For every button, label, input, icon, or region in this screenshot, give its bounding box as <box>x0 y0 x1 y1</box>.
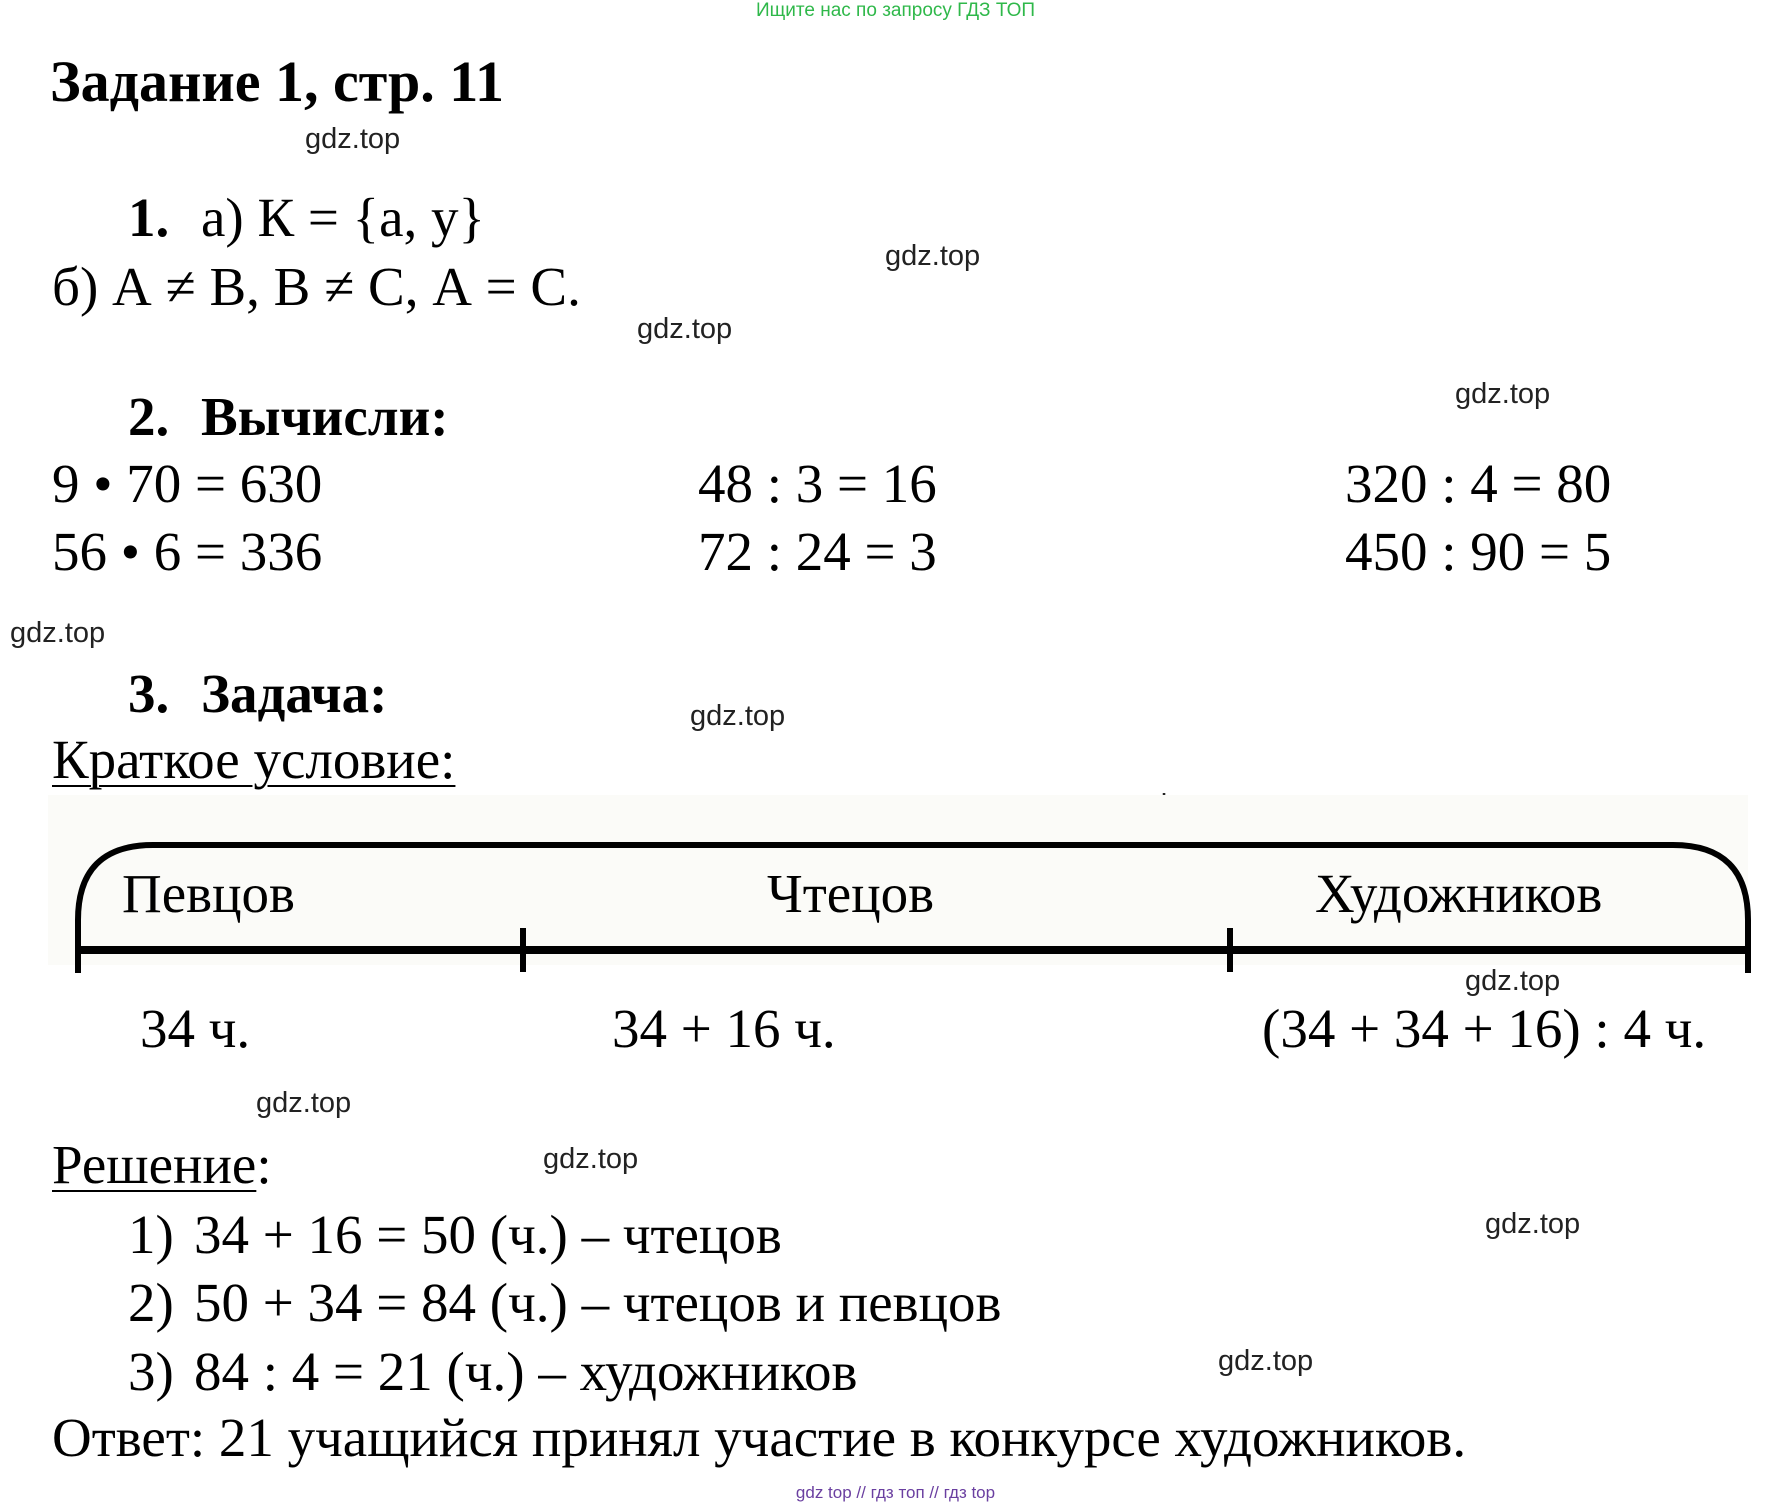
answer-text: Ответ: 21 учащийся принял участие в конкурсе художников. <box>52 1407 1467 1468</box>
watermark: gdz.top <box>1465 965 1561 997</box>
segment-value-artists: (34 + 34 + 16) : 4 ч. <box>1262 998 1707 1059</box>
calc-expression: 9 • 70 = 630 <box>52 453 323 514</box>
page-title: Задание 1, стр. 11 <box>50 49 505 114</box>
watermark: gdz.top <box>1218 1345 1314 1377</box>
calc-expression: 56 • 6 = 336 <box>52 521 323 582</box>
task1-number: 1. <box>128 187 170 248</box>
task1-a-text: а) К = {а, у} <box>201 187 485 248</box>
step-number: 3) <box>128 1341 174 1402</box>
solution-step <box>128 1340 857 1403</box>
solution-step <box>128 1271 1002 1334</box>
watermark: gdz.top <box>690 700 786 732</box>
task2-number: 2. <box>128 386 170 447</box>
step-text: 34 + 16 = 50 (ч.) – чтецов <box>194 1204 782 1265</box>
calc-expression: 320 : 4 = 80 <box>1345 453 1612 514</box>
step-text: 84 : 4 = 21 (ч.) – художников <box>194 1341 858 1402</box>
step-text: 50 + 34 = 84 (ч.) – чтецов и певцов <box>194 1272 1002 1333</box>
watermark: gdz.top <box>305 123 401 155</box>
task3-heading <box>128 662 387 725</box>
step-number: 1) <box>128 1204 174 1265</box>
top-banner[interactable]: Ищите нас по запросу ГДЗ ТОП <box>755 0 1036 21</box>
task2-title: Вычисли: <box>201 386 449 447</box>
segment-value-readers: 34 + 16 ч. <box>612 998 836 1059</box>
watermark: gdz.top <box>1455 378 1551 410</box>
calc-expression: 48 : 3 = 16 <box>698 453 937 514</box>
task1-line-b: б) А ≠ В, В ≠ С, А = С. <box>52 256 581 317</box>
segment-label-readers: Чтецов <box>767 863 935 924</box>
task2-heading <box>128 385 449 448</box>
step-number: 2) <box>128 1272 174 1333</box>
watermark: gdz.top <box>885 240 981 272</box>
watermark: gdz.top <box>543 1143 639 1175</box>
condition-label: Краткое условие: <box>52 729 456 790</box>
calc-expression: 450 : 90 = 5 <box>1345 521 1612 582</box>
calc-expression: 72 : 24 = 3 <box>698 521 937 582</box>
watermark: gdz.top <box>637 313 733 345</box>
solution-colon: : <box>256 1134 272 1195</box>
task3-title: Задача: <box>201 663 388 724</box>
segment-label-artists: Художников <box>1315 863 1603 924</box>
task1-line-a <box>128 186 485 249</box>
solution-step <box>128 1203 782 1266</box>
solution-label: Решение <box>52 1134 257 1195</box>
segment-label-singers: Певцов <box>122 863 296 924</box>
watermark: gdz.top <box>10 617 106 649</box>
watermark: gdz.top <box>1485 1208 1581 1240</box>
segment-value-singers: 34 ч. <box>140 998 251 1059</box>
solution-heading <box>52 1133 272 1196</box>
task3-number: 3. <box>128 663 170 724</box>
footer-links[interactable]: gdz top // гдз топ // гдз top <box>795 1483 996 1502</box>
watermark: gdz.top <box>256 1087 352 1119</box>
